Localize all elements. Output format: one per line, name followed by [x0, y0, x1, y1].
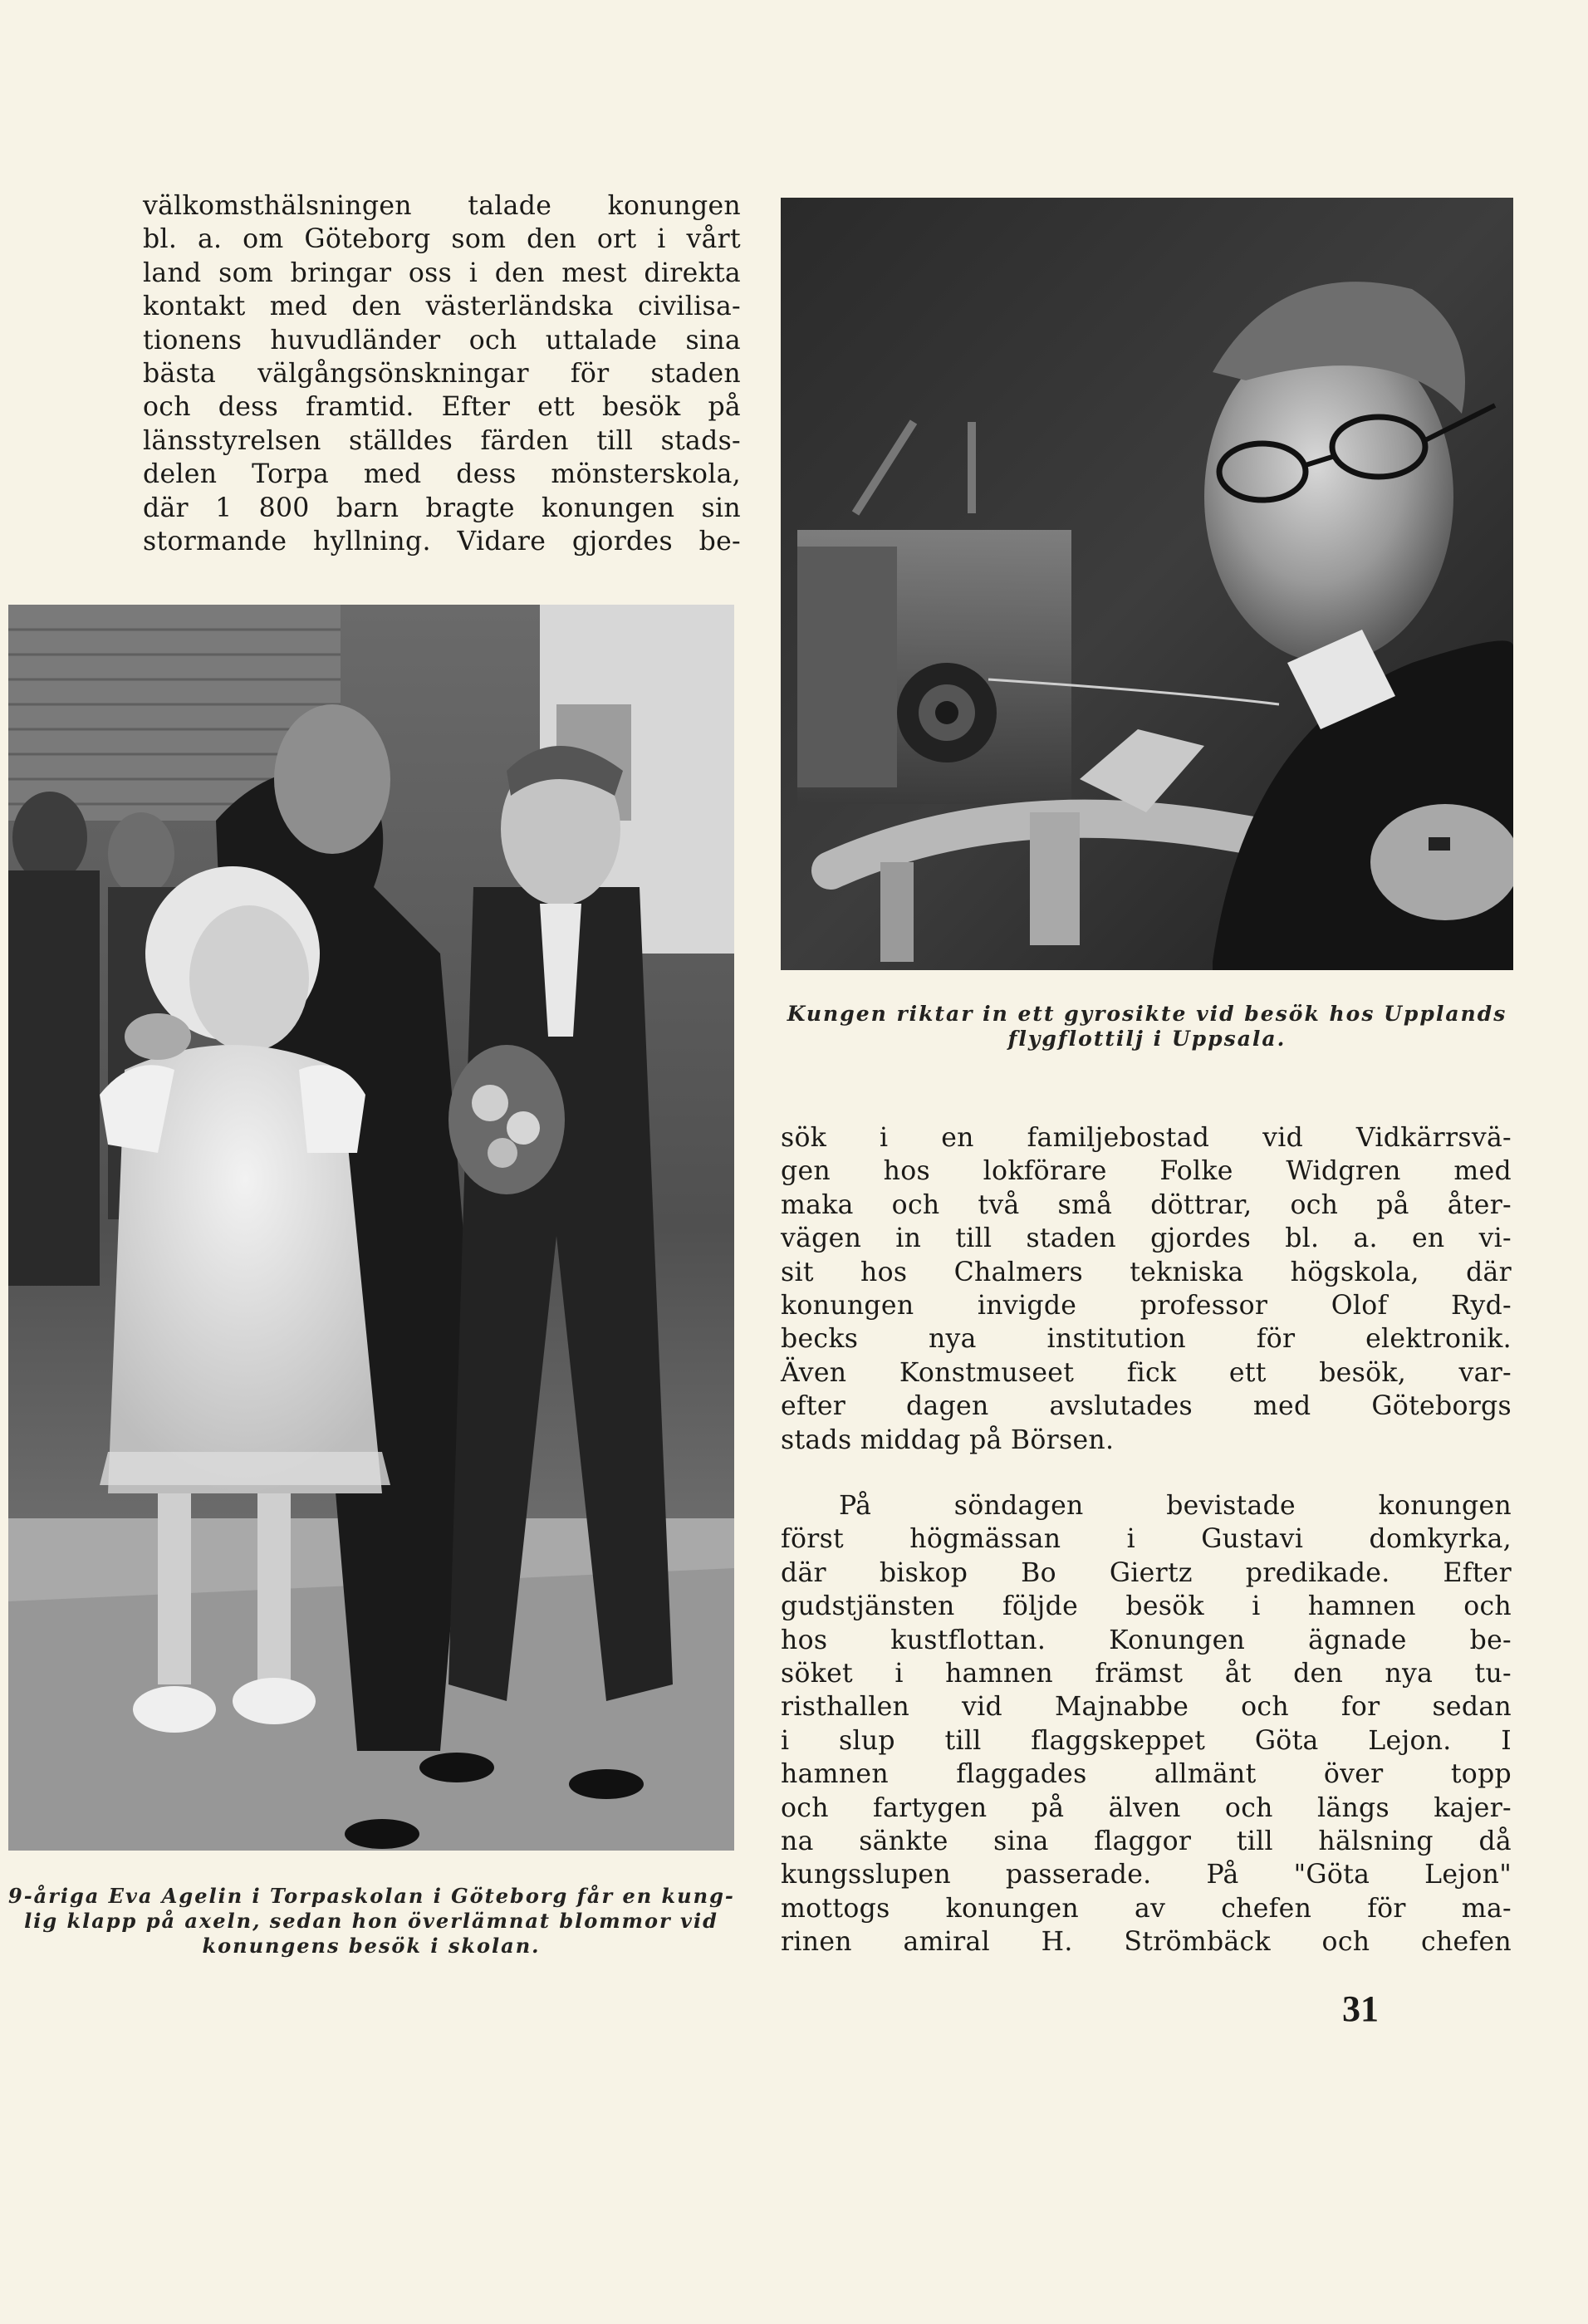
text-line: och fartygen på älven och längs kajer-: [781, 1792, 1512, 1823]
text-line: i slup till flaggskeppet Göta Lejon. I: [781, 1725, 1512, 1756]
photo-girl-and-king: [8, 605, 734, 1851]
text-line: maka och två små döttrar, och på åter-: [781, 1189, 1512, 1220]
text-line: länsstyrelsen ställdes färden till stads-: [143, 425, 741, 456]
text-line: kontakt med den västerländska civilisa-: [143, 292, 741, 322]
text-line: vägen in till staden gjordes bl. a. en vi-: [781, 1223, 1512, 1254]
text-line: kungsslupen passerade. På "Göta Lejon": [781, 1860, 1512, 1890]
caption-right-photo: [781, 1002, 1513, 1052]
text-line: bästa välgångsönskningar för staden: [143, 359, 741, 390]
article-column-left-text: [143, 189, 741, 558]
text-line: tionens huvudländer och uttalade sina: [143, 325, 741, 355]
text-line: mottogs konungen av chefen för ma-: [781, 1893, 1512, 1924]
text-line: land som bringar oss i den mest direkta: [143, 257, 741, 288]
caption-line: flygflottilj i Uppsala.: [1007, 1027, 1287, 1051]
caption-line: konungens besök i skolan.: [202, 1934, 541, 1958]
text-line: hos kustflottan. Konungen ägnade be-: [781, 1625, 1512, 1655]
caption-line: Kungen riktar in ett gyrosikte vid besök hos Upplands: [787, 1002, 1507, 1026]
article-column-right-paragraph-2: [781, 1489, 1512, 1959]
text-line: sit hos Chalmers tekniska högskola, där: [781, 1257, 1512, 1287]
text-line: sök i en familjebostad vid Vidkärrsvä-: [781, 1123, 1512, 1153]
text-line: söket i hamnen främst åt den nya tu-: [781, 1659, 1512, 1689]
text-line: välkomsthälsningen talade konungen: [143, 191, 741, 221]
photo-king-gyrosight-image: [781, 198, 1513, 970]
text-line: efter dagen avslutades med Göteborgs: [781, 1391, 1512, 1422]
caption-line: lig klapp på axeln, sedan hon överlämnat blommor vid: [24, 1909, 718, 1933]
page-number: 31: [1342, 1988, 1379, 2029]
text-line: Även Konstmuseet fick ett besök, var-: [781, 1357, 1512, 1388]
text-line: På söndagen bevistade konungen: [839, 1491, 1512, 1521]
caption-line: 9-åriga Eva Agelin i Torpaskolan i Göteborg får en kung-: [8, 1884, 735, 1908]
text-line: delen Torpa med dess mönsterskola,: [143, 459, 741, 490]
caption-left-photo: [8, 1884, 734, 1959]
text-line: gen hos lokförare Folke Widgren med: [781, 1156, 1512, 1187]
text-line: först högmässan i Gustavi domkyrka,: [781, 1524, 1512, 1555]
text-line: där biskop Bo Giertz predikade. Efter: [781, 1557, 1512, 1588]
text-line: na sänkte sina flaggor till hälsning då: [781, 1826, 1512, 1857]
text-line: risthallen vid Majnabbe och for sedan: [781, 1692, 1512, 1723]
text-line: stads middag på Börsen.: [781, 1424, 1115, 1455]
text-line: becks nya institution för elektronik.: [781, 1324, 1512, 1355]
text-line: stormande hyllning. Vidare gjordes be-: [143, 527, 741, 557]
text-line: hamnen flaggades allmänt över topp: [781, 1759, 1512, 1790]
text-line: och dess framtid. Efter ett besök på: [143, 392, 741, 423]
photo-girl-and-king-image: [8, 605, 734, 1851]
text-line: bl. a. om Göteborg som den ort i vårt: [143, 224, 741, 255]
text-line: rinen amiral H. Strömbäck och chefen: [781, 1927, 1512, 1958]
text-line: där 1 800 barn bragte konungen sin: [143, 493, 741, 523]
article-column-right-paragraph-1: [781, 1121, 1512, 1457]
text-line: konungen invigde professor Olof Ryd-: [781, 1291, 1512, 1321]
photo-king-gyrosight: [781, 198, 1513, 970]
text-line: gudstjänsten följde besök i hamnen och: [781, 1591, 1512, 1622]
